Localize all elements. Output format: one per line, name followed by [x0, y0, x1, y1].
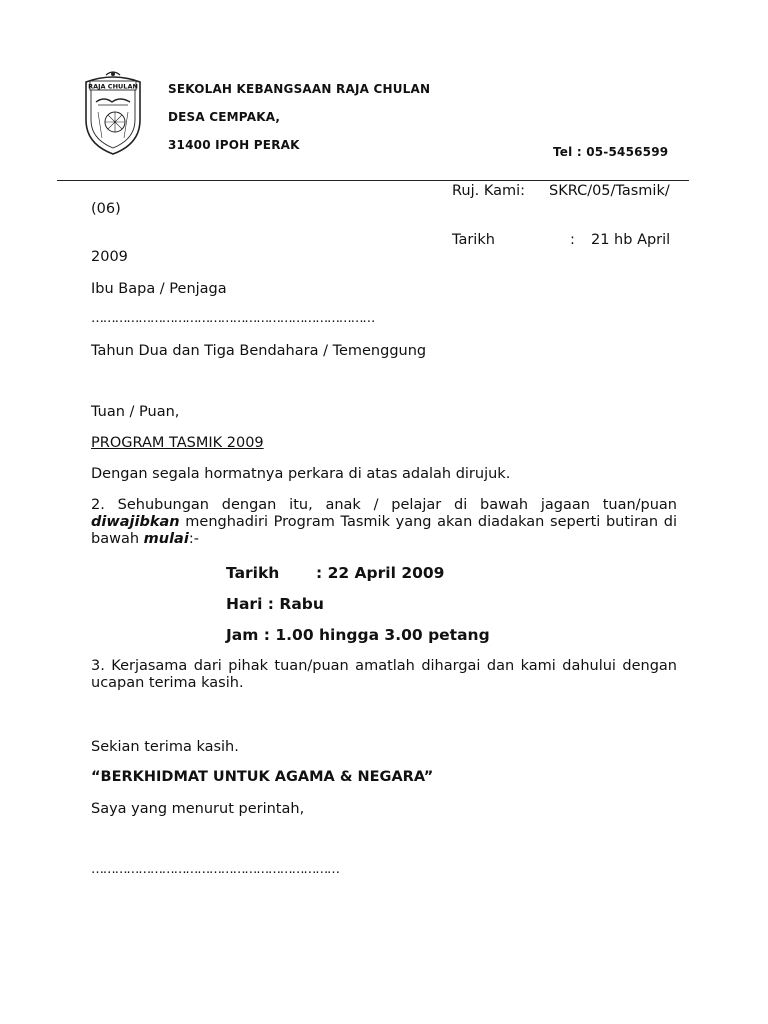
- school-crest-logo: [78, 68, 148, 156]
- detail-time: Jam : 1.00 hingga 3.00 petang: [226, 626, 490, 644]
- paragraph-2-emphasis-diwajibkan: diwajibkan: [91, 514, 180, 530]
- date-label: Tarikh: [452, 232, 495, 248]
- date-value: 21 hb April: [591, 232, 671, 248]
- svg-text:RAJA CHULAN: RAJA CHULAN: [88, 82, 138, 91]
- salutation: Tuan / Puan,: [91, 404, 180, 420]
- signature-blank: ………………………………………………………: [91, 862, 339, 877]
- date-colon: :: [570, 232, 575, 248]
- paragraph-3: 3. Kerjasama dari pihak tuan/puan amatlah dihargai dan kami dahului dengan ucapan terima kasih.: [91, 658, 677, 691]
- detail-date-value: : 22 April 2009: [316, 564, 445, 582]
- recipient-class-line: Tahun Dua dan Tiga Bendahara / Temenggung: [91, 343, 427, 359]
- ref-label: Ruj. Kami:: [452, 183, 526, 199]
- closing-line: Sekian terima kasih.: [91, 739, 239, 755]
- ref-value: SKRC/05/Tasmik/: [549, 183, 670, 199]
- recipient-name-blank: ………………………………………………………………: [91, 311, 375, 326]
- paragraph-2-text-a: 2. Sehubungan dengan itu, anak / pelajar di bawah jagaan tuan/puan: [91, 497, 677, 513]
- date-value-continued: 2009: [91, 249, 128, 265]
- school-name: SEKOLAH KEBANGSAAN RAJA CHULAN: [168, 82, 431, 96]
- ref-value-continued: (06): [91, 201, 121, 217]
- address-line-1: DESA CEMPAKA,: [168, 110, 281, 124]
- paragraph-2: [91, 497, 677, 548]
- recipient-line: Ibu Bapa / Penjaga: [91, 281, 227, 297]
- paragraph-1: Dengan segala hormatnya perkara di atas adalah dirujuk.: [91, 466, 511, 482]
- telephone: Tel : 05-5456599: [553, 145, 669, 159]
- address-line-2: 31400 IPOH PERAK: [168, 138, 300, 152]
- paragraph-2-text-b: menghadiri Program Tasmik yang akan diadakan seperti butiran di bawah: [91, 514, 677, 547]
- detail-day: Hari : Rabu: [226, 595, 324, 613]
- sign-off: Saya yang menurut perintah,: [91, 801, 305, 817]
- detail-date-label: Tarikh: [226, 564, 280, 582]
- motto: “BERKHIDMAT UNTUK AGAMA & NEGARA”: [91, 769, 434, 785]
- header-divider: [57, 180, 689, 181]
- paragraph-2-text-c: :-: [188, 531, 199, 547]
- paragraph-2-emphasis-mulai: mulai: [143, 531, 189, 547]
- subject-heading: PROGRAM TASMIK 2009: [91, 435, 264, 451]
